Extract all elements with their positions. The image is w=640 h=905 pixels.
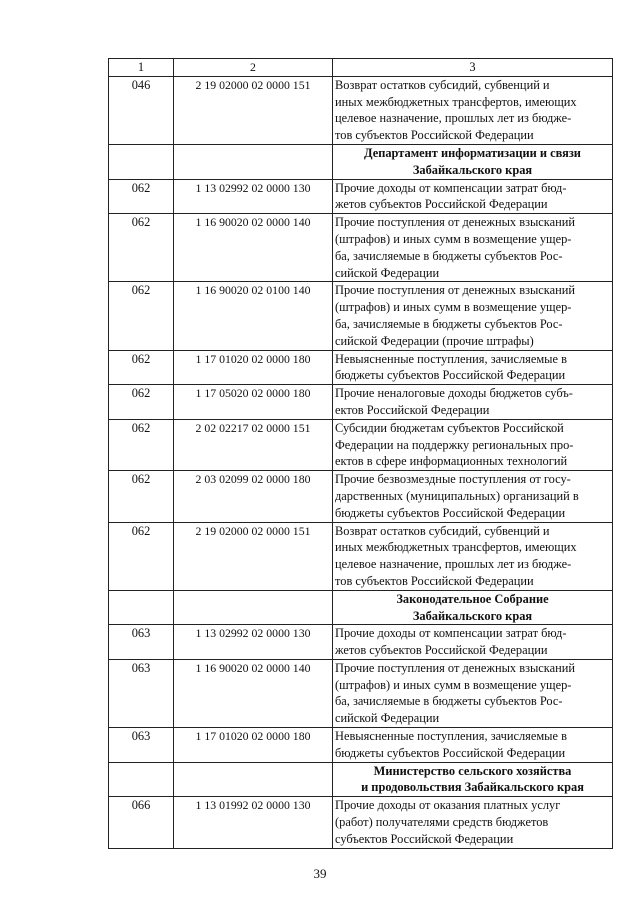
revenue-code-cell: 1 17 01020 02 0000 180	[174, 350, 333, 385]
revenue-code-cell: 1 16 90020 02 0000 140	[174, 214, 333, 282]
section-title-cell	[333, 144, 613, 179]
header-col-2: 2	[174, 59, 333, 77]
revenue-code-cell: 1 13 02992 02 0000 130	[174, 179, 333, 214]
admin-code-cell: 066	[109, 797, 174, 848]
section-title: Министерство сельского хозяйства и продовольствия Забайкальского края	[361, 763, 584, 795]
admin-code-cell	[109, 144, 174, 179]
revenue-description: Прочие доходы от оказания платных услуг (работ) получателями средств бюджетов субъектов Российской Федерации	[335, 798, 561, 846]
table-body	[109, 59, 613, 849]
table-row	[109, 797, 613, 848]
admin-code-cell: 062	[109, 214, 174, 282]
revenue-code-cell: 1 13 01992 02 0000 130	[174, 797, 333, 848]
description-cell	[333, 179, 613, 214]
section-header-row	[109, 144, 613, 179]
revenue-code-cell: 1 13 02992 02 0000 130	[174, 625, 333, 660]
revenue-description: Прочие безвозмездные поступления от госу- дарственных (муниципальных) организаций в бюджеты субъектов Российской Федерации	[335, 472, 579, 520]
revenue-description: Субсидии бюджетам субъектов Российской Федерации на поддержку региональных про- ектов в сфере информационных технологий	[335, 420, 574, 469]
table-row	[109, 76, 613, 144]
admin-code-cell: 062	[109, 282, 174, 350]
description-cell	[333, 797, 613, 848]
description-cell	[333, 282, 613, 350]
admin-code-cell: 062	[109, 419, 174, 470]
table-row	[109, 282, 613, 350]
description-cell	[333, 522, 613, 590]
admin-code-cell: 063	[109, 659, 174, 727]
admin-code-cell	[109, 762, 174, 797]
description-cell	[333, 419, 613, 470]
table-row	[109, 728, 613, 763]
section-title: Законодательное Собрание Забайкальского края	[396, 591, 549, 623]
table-row	[109, 419, 613, 470]
revenue-code-cell: 2 19 02000 02 0000 151	[174, 76, 333, 144]
table-row	[109, 350, 613, 385]
table-row	[109, 659, 613, 727]
revenue-description: Прочие поступления от денежных взысканий (штрафов) и иных сумм в возмещение ущер- ба, зачисляемые в бюджеты субъектов Рос- сийской Федерации	[335, 660, 576, 726]
admin-code-cell: 063	[109, 625, 174, 660]
admin-code-cell: 062	[109, 385, 174, 420]
admin-code-cell: 062	[109, 522, 174, 590]
revenue-code-cell: 1 17 05020 02 0000 180	[174, 385, 333, 420]
header-col-3: 3	[333, 59, 613, 77]
admin-code-cell: 062	[109, 350, 174, 385]
revenue-code-cell: 1 17 01020 02 0000 180	[174, 728, 333, 763]
table-row	[109, 522, 613, 590]
page-number: 39	[313, 866, 327, 881]
revenue-codes-table	[108, 58, 613, 849]
description-cell	[333, 76, 613, 144]
section-title-cell	[333, 590, 613, 625]
revenue-description: Возврат остатков субсидий, субвенций и иных межбюджетных трансфертов, имеющих целевое назначение, прошлых лет из бюдже- тов субъектов Российской Федерации	[335, 77, 577, 143]
section-header-row	[109, 762, 613, 797]
revenue-description: Возврат остатков субсидий, субвенций и иных межбюджетных трансфертов, имеющих целевое назначение, прошлых лет из бюдже- тов субъектов Российской Федерации	[335, 523, 577, 588]
revenue-code-cell: 1 16 90020 02 0000 140	[174, 659, 333, 727]
revenue-code-cell	[174, 590, 333, 625]
admin-code-cell: 063	[109, 728, 174, 763]
revenue-code-cell: 2 19 02000 02 0000 151	[174, 522, 333, 590]
table-row	[109, 471, 613, 522]
description-cell	[333, 214, 613, 282]
description-cell	[333, 728, 613, 763]
description-cell	[333, 625, 613, 660]
table-row	[109, 179, 613, 214]
admin-code-cell: 062	[109, 179, 174, 214]
admin-code-cell: 046	[109, 76, 174, 144]
revenue-description: Прочие поступления от денежных взысканий (штрафов) и иных сумм в возмещение ущер- ба, зачисляемые в бюджеты субъектов Рос- сийской Федерации (прочие штрафы)	[335, 283, 576, 348]
revenue-code-cell: 2 03 02099 02 0000 180	[174, 471, 333, 522]
revenue-description: Прочие доходы от компенсации затрат бюд- жетов субъектов Российской Федерации	[335, 626, 567, 658]
description-cell	[333, 659, 613, 727]
table-row	[109, 385, 613, 420]
description-cell	[333, 385, 613, 420]
section-title-cell	[333, 762, 613, 797]
section-header-row	[109, 590, 613, 625]
revenue-description: Невыясненные поступления, зачисляемые в бюджеты субъектов Российской Федерации	[335, 351, 567, 383]
header-col-1: 1	[109, 59, 174, 77]
section-title: Департамент информатизации и связи Забайкальского края	[364, 145, 581, 177]
table-header-row	[109, 59, 613, 77]
description-cell	[333, 350, 613, 385]
description-cell	[333, 471, 613, 522]
admin-code-cell	[109, 590, 174, 625]
admin-code-cell: 062	[109, 471, 174, 522]
revenue-description: Прочие доходы от компенсации затрат бюд- жетов субъектов Российской Федерации	[335, 180, 567, 212]
revenue-code-cell	[174, 144, 333, 179]
table-row	[109, 625, 613, 660]
revenue-description: Прочие неналоговые доходы бюджетов субъ- ектов Российской Федерации	[335, 386, 573, 417]
revenue-code-cell	[174, 762, 333, 797]
revenue-code-cell: 1 16 90020 02 0100 140	[174, 282, 333, 350]
revenue-description: Прочие поступления от денежных взысканий (штрафов) и иных сумм в возмещение ущер- ба, зачисляемые в бюджеты субъектов Рос- сийской Федерации	[335, 215, 576, 280]
table-row	[109, 214, 613, 282]
revenue-description: Невыясненные поступления, зачисляемые в бюджеты субъектов Российской Федерации	[335, 729, 567, 760]
revenue-code-cell: 2 02 02217 02 0000 151	[174, 419, 333, 470]
